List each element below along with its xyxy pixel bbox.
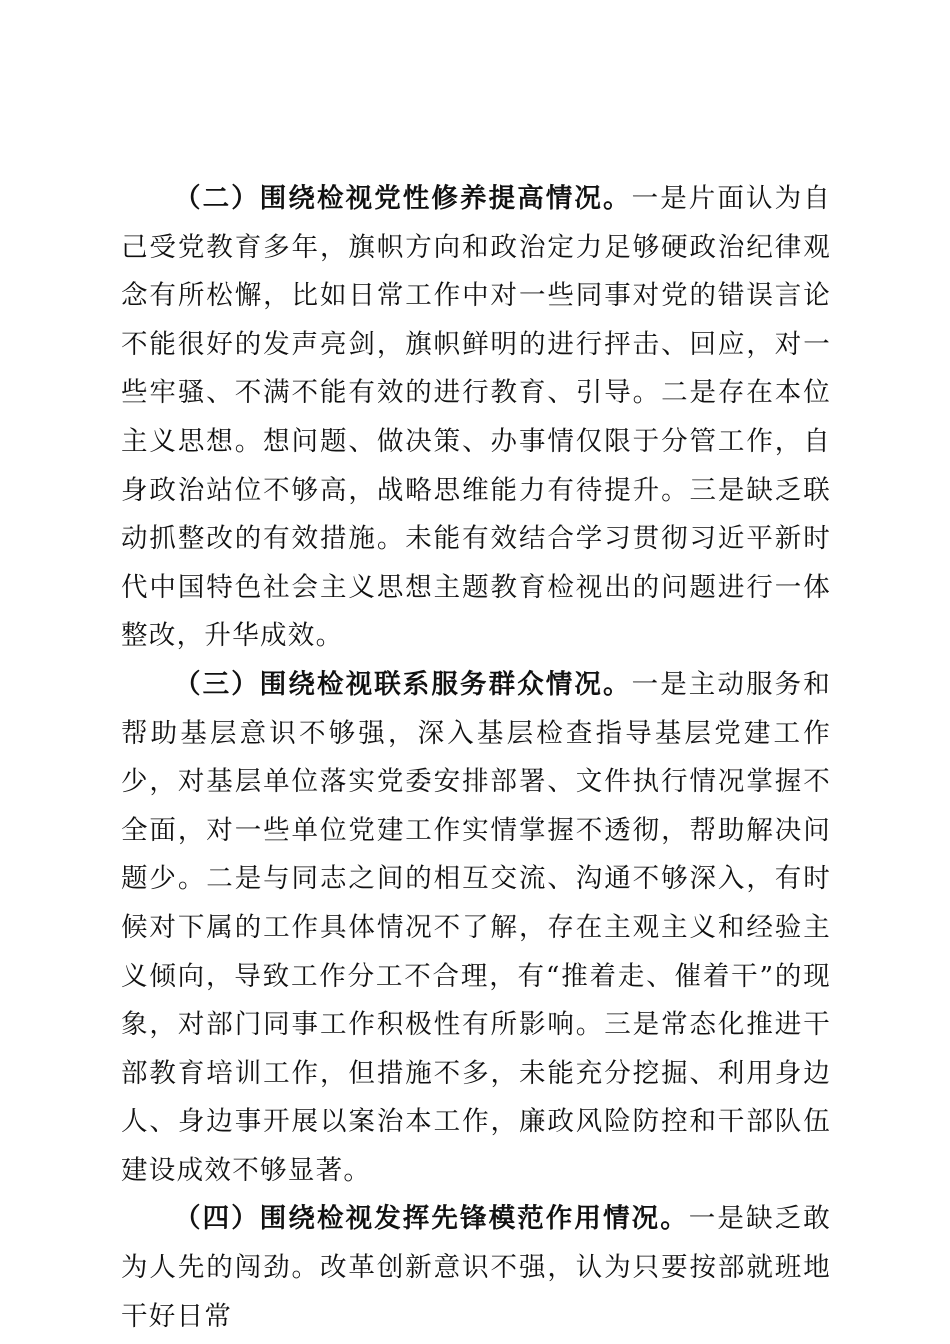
paragraph-heading: （二）围绕检视党性修养提高情况。 — [174, 183, 632, 214]
paragraph-heading: （四）围绕检视发挥先锋模范作用情况。 — [174, 1203, 689, 1235]
paragraph-text: 一是主动服务和帮助基层意识不够强，深入基层检查指导基层党建工作少，对基层单位落实党委安排部署、文件执行情况掌握不全面，对一些单位党建工作实情掌握不透彻，帮助解决问题少。二是与同志之间的相互交流、沟通不够深入，有时候对下属的工作具体情况不了解，存在主观主义和经验主义倾向，导致工作分工不合理，有“推着走、催着干”的现象，对部门同事工作积极性有所影响。三是常态化推进干部教育培训工作，但措施不多，未能充分挖掘、利用身边人、身边事开展以案治本工作，廉政风险防控和干部队伍建设成效不够显著。 — [121, 668, 831, 1186]
paragraph-serving-masses — [121, 661, 831, 1196]
paragraph-heading: （三）围绕检视联系服务群众情况。 — [174, 668, 632, 700]
paragraph-text: 一是片面认为自己受党教育多年，旗帜方向和政治定力足够硬政治纪律观念有所松懈，比如日常工作中对一些同事对党的错误言论不能很好的发声亮剑，旗帜鲜明的进行抨击、回应，对一些牢骚、不满不能有效的进行教育、引导。二是存在本位主义思想。想问题、做决策、办事情仅限于分管工作，自身政治站位不够高，战略思维能力有待提升。三是缺乏联动抓整改的有效措施。未能有效结合学习贯彻习近平新时代中国特色社会主义思想主题教育检视出的问题进行一体整改，升华成效。 — [121, 183, 831, 652]
paragraph-party-spirit — [121, 175, 831, 661]
paragraph-text: 一是缺乏敢为人先的闯劲。改革创新意识不强，认为只要按部就班地干好日常 — [121, 1203, 831, 1332]
paragraph-vanguard-role — [121, 1195, 831, 1341]
document-body — [121, 175, 831, 1341]
